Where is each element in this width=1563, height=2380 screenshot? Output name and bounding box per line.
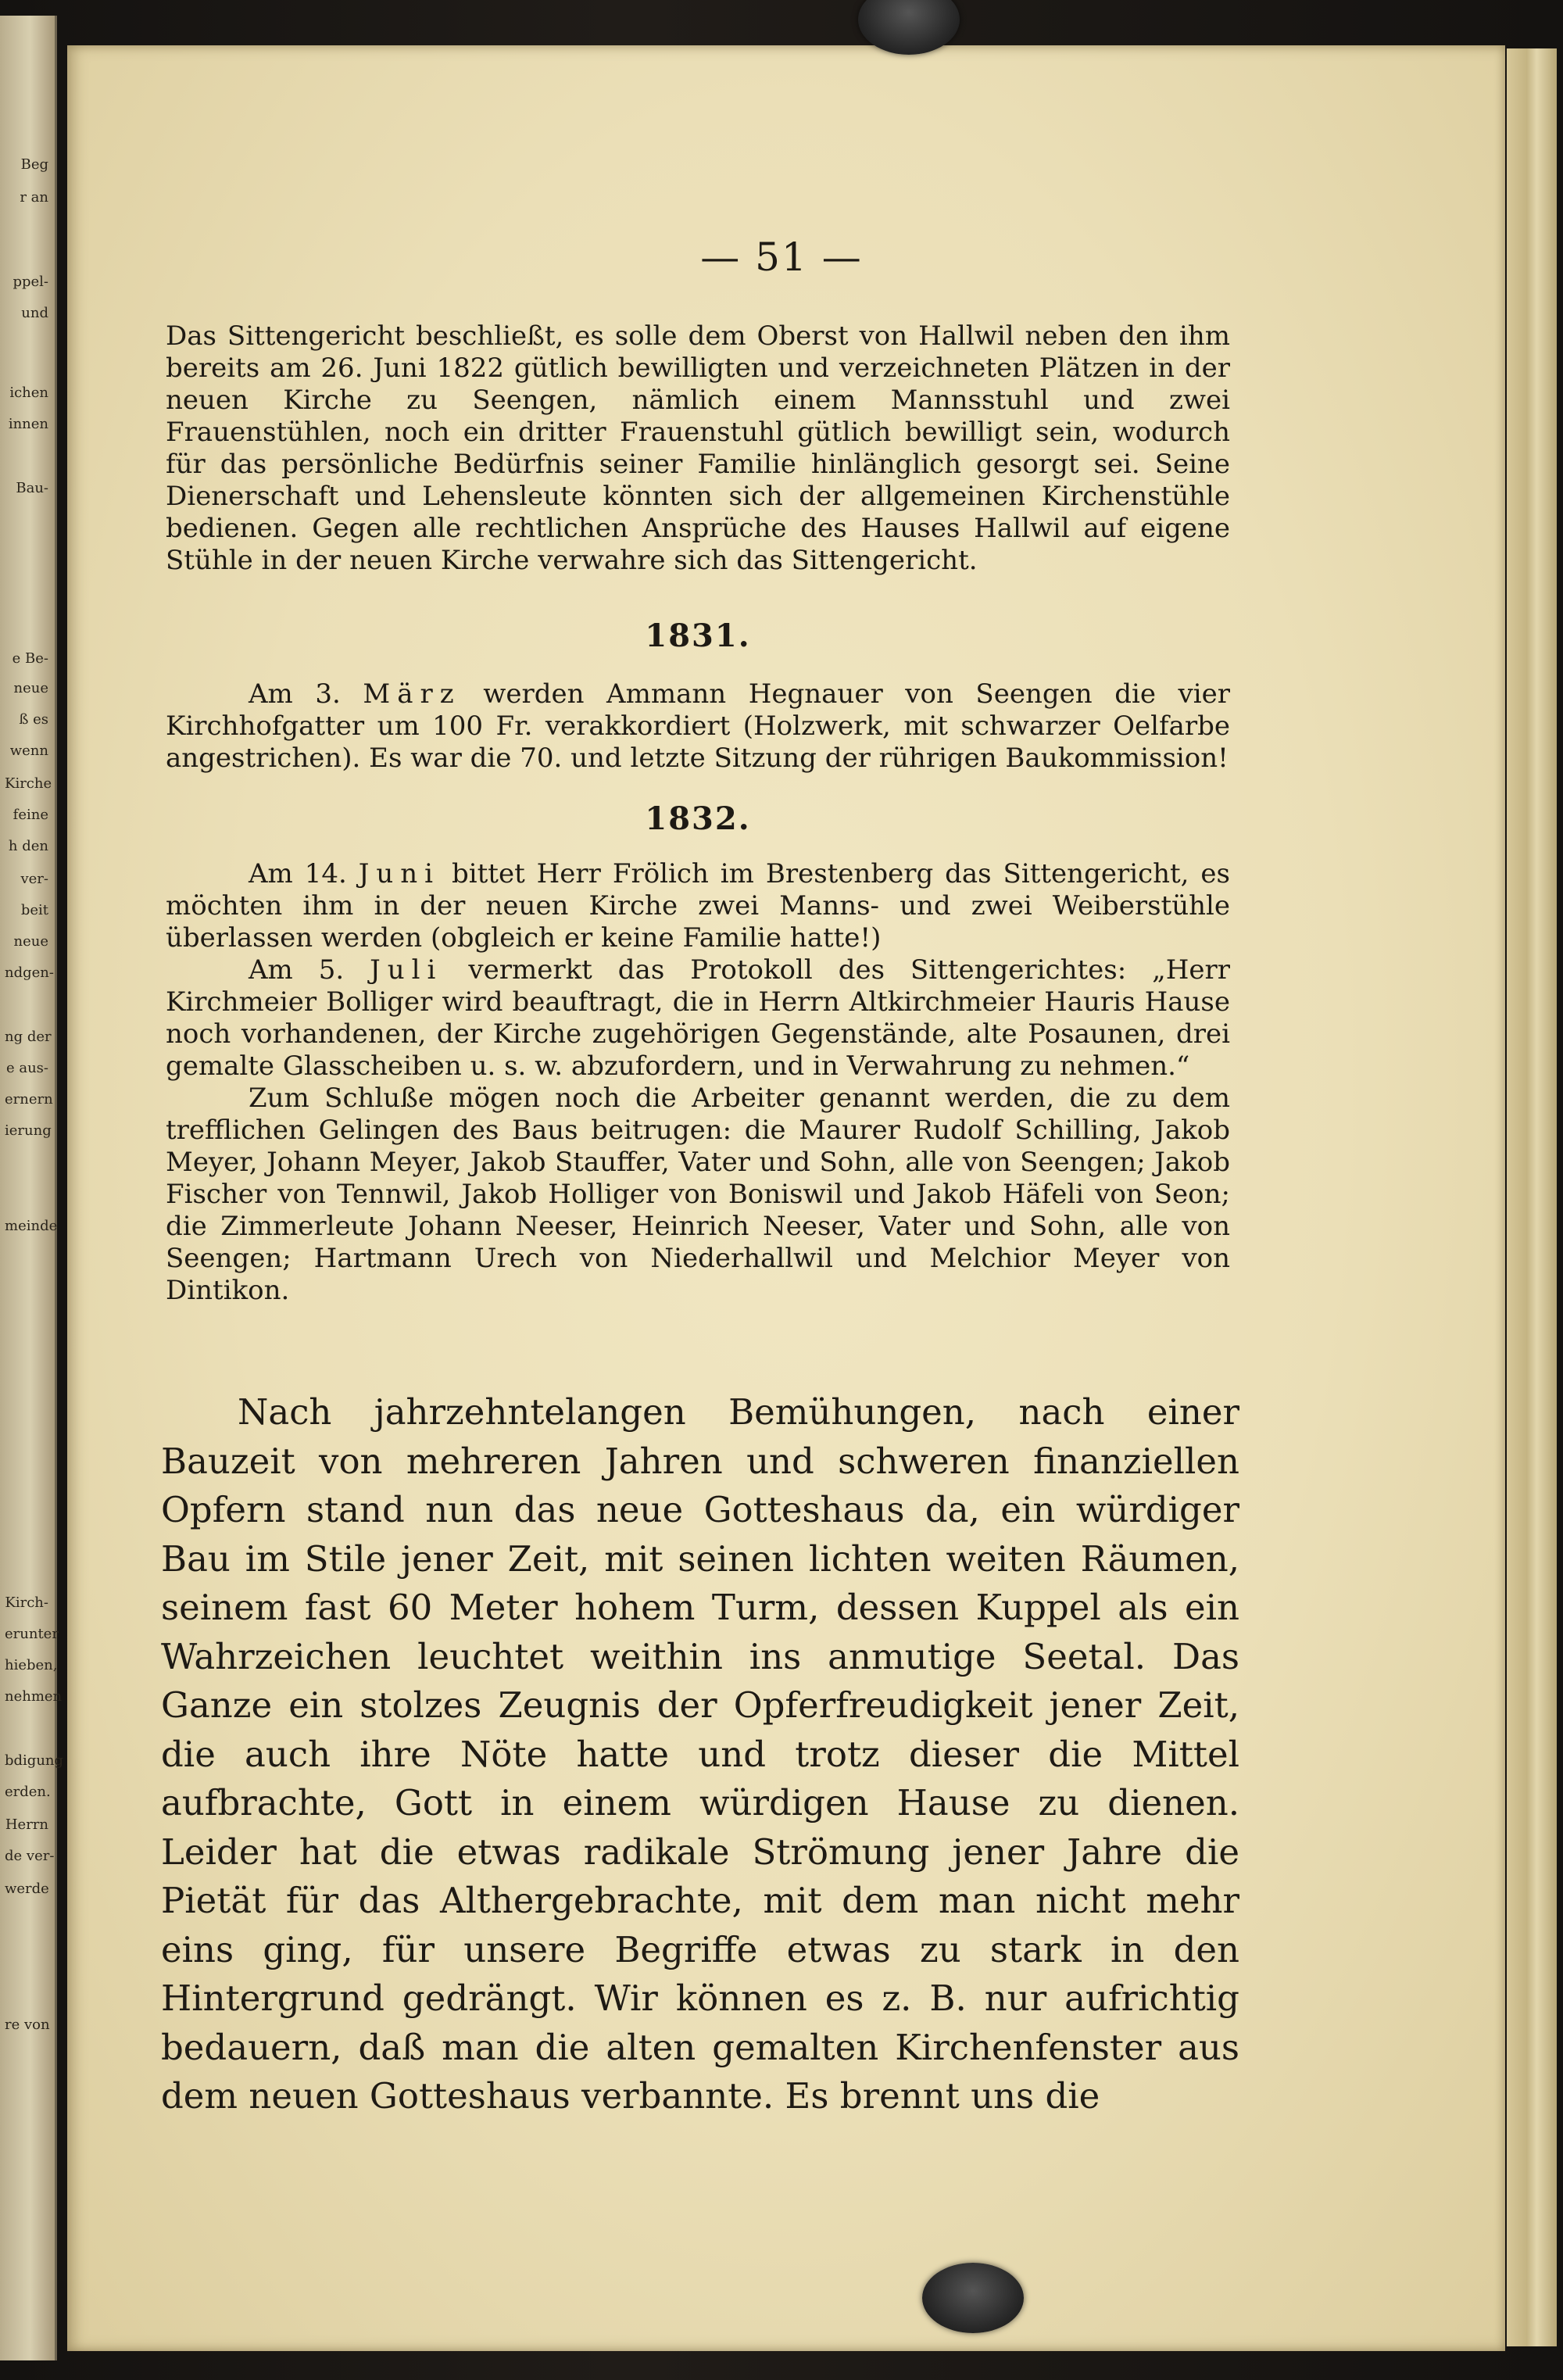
prev-page-fragment: werde [5,1881,49,1897]
prev-page-fragment: ndgen- [5,965,54,981]
entry-text: werden Ammann Hegnauer von Seengen die vier Kirchhofgatter um 100 Fr. verakkordiert (Holzwerk, mit schwarzer Oelfarbe angestrichen). Es war die 70. und letzte Sitzung der rührigen Baukommission! [166,678,1230,774]
prev-page-fragment: Beg [20,156,48,173]
entry-date-prefix: Am 14. [249,858,347,889]
prev-page-fragment: Kirch- [5,1594,48,1611]
prev-page-fragment: ß es [19,711,48,728]
prev-page-fragment: ng der [5,1029,52,1045]
workers-paragraph: Zum Schluße mögen noch die Arbeiter genannt werden, die zu dem trefflichen Gelingen des Baus beitrugen: die Maurer Rudolf Schilling, Jakob Meyer, Johann Meyer, Jakob Stauffer, Vater und Sohn, alle von Seengen; Jakob Fischer von Tennwil, Jakob Holliger von Boniswil und Jakob Häfeli von Seon; die Zimmerleute Johann Neeser, Heinrich Neeser, Vater und Sohn, alle von Seengen; Hartmann Urech von Niederhallwil und Melchior Meyer von Dintikon. [166,1083,1230,1306]
prev-page-fragment: Bau- [16,480,48,496]
entry-month: März [363,678,461,710]
prev-page-fragment: neue [13,933,48,950]
prev-page-fragment: beit [20,902,48,918]
prev-page-fragment: wenn [9,743,48,759]
section-1831-block [166,678,1230,775]
prev-page-fragment: re von [5,2017,50,2033]
prev-page-fragment: ierung [5,1122,52,1139]
prev-page-fragment: innen [8,416,48,432]
closing-paragraph-block [161,1388,1239,2121]
prev-page-fragment: h den [8,838,48,854]
prev-page-fragment: erunter [5,1626,59,1642]
entry-text: bittet Herr Frölich im Brestenberg das Sittengericht, es möchten ihm in der neuen Kirche zwei Manns- und zwei Weiberstühle überlassen werden (obgleich er keine Familie hatte!) [166,858,1230,954]
prev-page-fragment: Kirche [5,775,52,792]
page-number: — 51 — [700,234,863,280]
prev-page-fragment: ernern [5,1091,53,1108]
entry-date-prefix: Am 3. [249,678,341,710]
year-heading-1832: 1832. [645,800,751,837]
entry-text: vermerkt das Protokoll des Sittengerichtes: „Herr Kirchmeier Bolliger wird beauftragt, die in Herrn Altkirchmeier Hauris Hause noch vorhandenen, der Kirche zugehörigen Gegenstände, alte Posaunen, drei gemalte Glasscheiben u. s. w. abzufordern, und in Verwahrung zu nehmen.“ [166,954,1230,1082]
prev-page-fragment: de ver- [5,1848,55,1864]
entry-1832-july [166,954,1230,1083]
prev-page-fragment: r an [20,189,48,206]
prev-page-fragment: Herrn [5,1816,48,1833]
intro-paragraph: Das Sittengericht beschließt, es solle dem Oberst von Hallwil neben den ihm bereits am 26. Juni 1822 gütlich bewilligten und verzeichneten Plätzen in der neuen Kirche zu Seengen, nämlich einem Mannsstuhl und zwei Frauenstühlen, noch ein dritter Frauenstuhl gütlich bewilligt sein, wodurch für das persönliche Bedürfnis seiner Familie hinlänglich gesorgt sei. Seine Dienerschaft und Lehensleute könnten sich der allgemeinen Kirchenstühle bedienen. Gegen alle rechtlichen Ansprüche des Hauses Hallwil auf eigene Stühle in der neuen Kirche verwahre sich das Sittengericht. [166,320,1230,576]
entry-month: Juli [370,954,443,986]
prev-page-fragment: e aus- [5,1060,48,1076]
closing-paragraph: Nach jahrzehntelangen Bemühungen, nach einer Bauzeit von mehreren Jahren und schweren finanziellen Opfern stand nun das neue Gotteshaus da, ein würdiger Bau im Stile jener Zeit, mit seinen lichten weiten Räumen, seinem fast 60 Meter hohem Turm, dessen Kuppel als ein Wahrzeichen leuchtet weithin ins anmutige Seetal. Das Ganze ein stolzes Zeugnis der Opferfreudigkeit jener Zeit, die auch ihre Nöte hatte und trotz dieser die Mittel aufbrachte, Gott in einem würdigen Hause zu dienen. Leider hat die etwas radikale Strömung jener Jahre die Pietät für das Althergebrachte, mit dem man nicht mehr eins ging, für unsere Begriffe etwas zu stark in den Hintergrund gedrängt. Wir können es z. B. nur aufrichtig bedauern, daß man die alten gemalten Kirchenfenster aus dem neuen Gotteshaus verbannte. Es brennt uns die [161,1391,1239,2117]
intro-paragraph-block [166,320,1230,577]
prev-page-fragment: ver- [20,871,48,887]
section-1832-block [166,858,1230,1307]
prev-page-fragment: meinde [5,1218,58,1234]
prev-page-fragment: ichen [9,385,48,401]
prev-page-fragment: hieben, [5,1657,58,1673]
prev-page-fragment: e Be- [12,650,48,667]
entry-1831-march [166,678,1230,775]
prev-page-fragment: bdigung [5,1752,64,1769]
prev-page-fragment: ppel- [13,274,48,290]
entry-1832-june [166,858,1230,954]
prev-page-fragment: erden. [5,1784,51,1800]
prev-page-fragment: feine [13,807,48,823]
entry-date-prefix: Am 5. [249,954,345,986]
year-heading-1831: 1831. [645,617,751,654]
prev-page-fragment: neue [13,680,48,696]
prev-page-fragment: nehmen [5,1688,63,1705]
prev-page-fragment: und [21,305,48,321]
entry-month: Juni [358,858,441,889]
